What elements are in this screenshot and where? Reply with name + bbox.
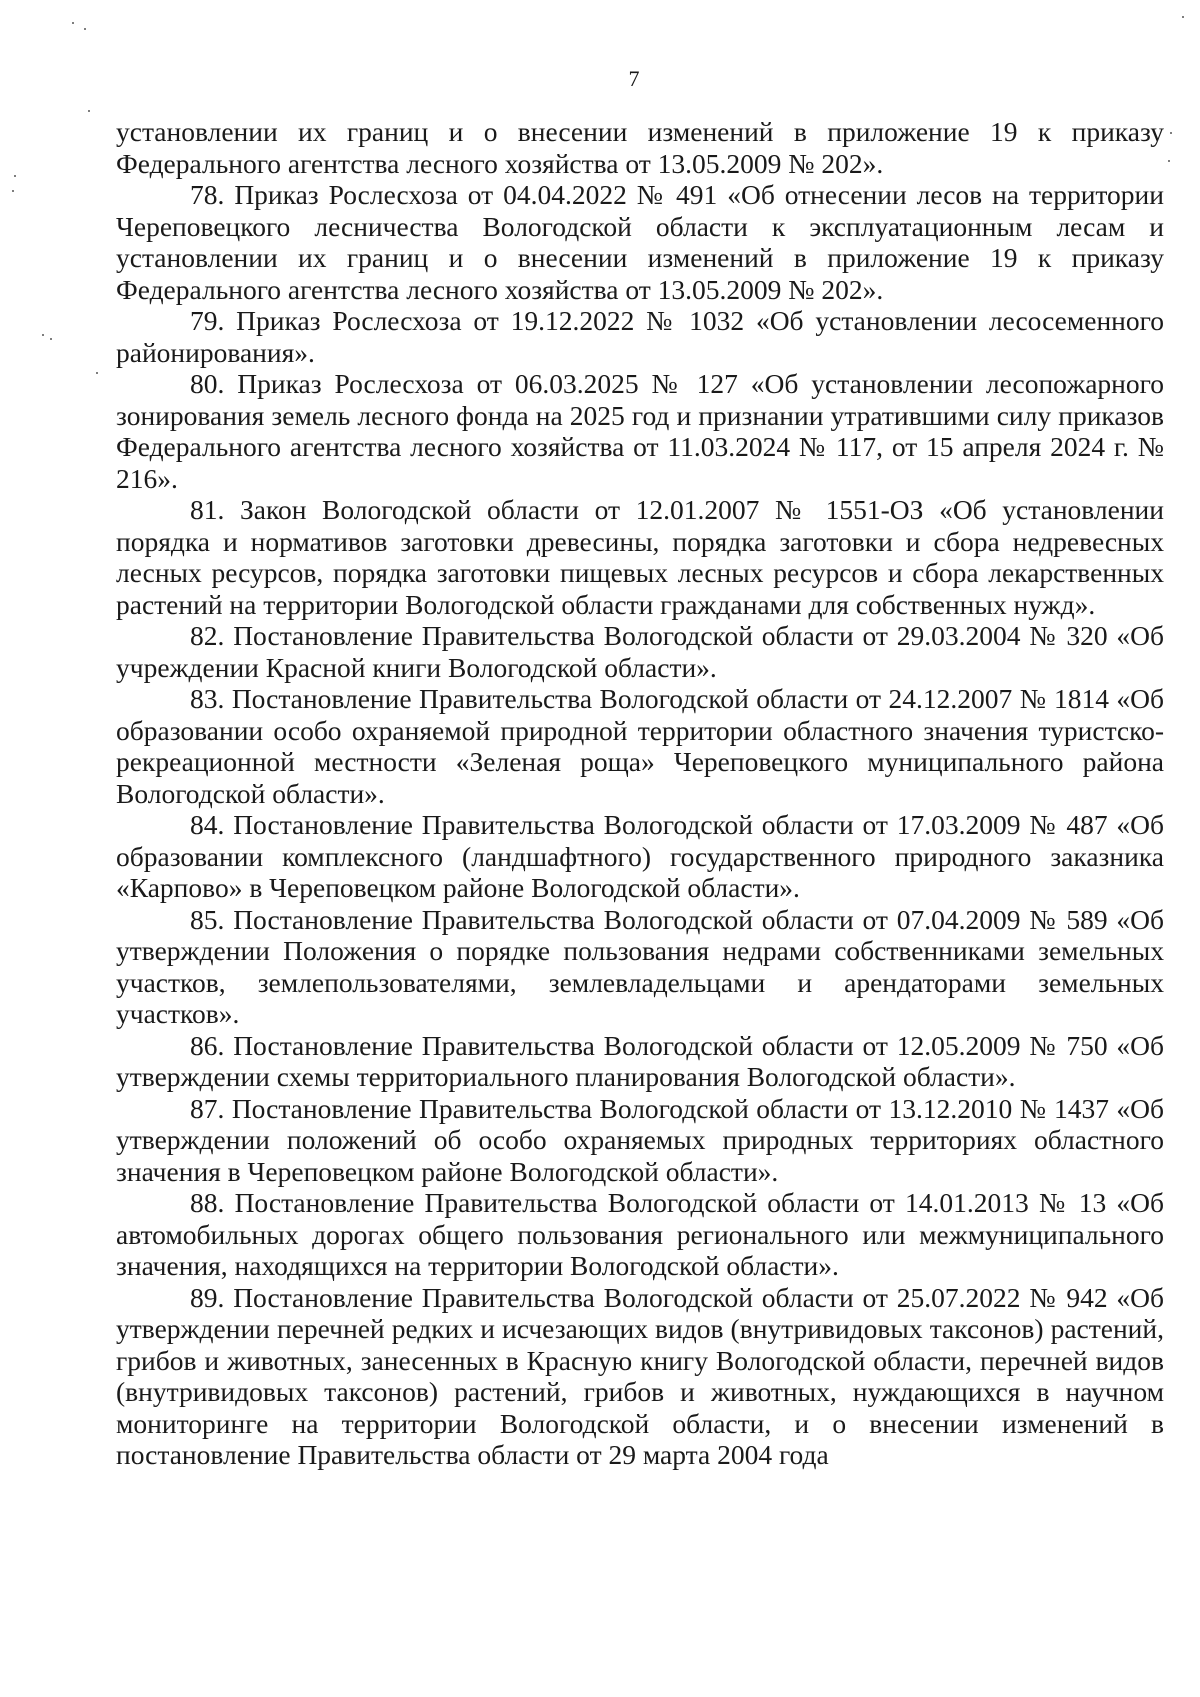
list-item-86: 86. Постановление Правительства Вологодской области от 12.05.2009 № 750 «Об утверждении схемы территориального планирования Вологодской области». xyxy=(116,1029,1164,1092)
list-item-82: 82. Постановление Правительства Вологодской области от 29.03.2004 № 320 «Об учреждении Красной книги Вологодской области». xyxy=(116,620,1164,683)
list-item-80: 80. Приказ Рослесхоза от 06.03.2025 № 127 «Об установлении лесопожарного зонирования земель лесного фонда на 2025 год и признании утратившими силу приказов Федерального агентства лесного хозяйства от 11.03.2024 № 117, от 15 апреля 2024 г. № 216». xyxy=(116,368,1164,494)
scan-speck xyxy=(84,28,86,30)
list-item-78: 78. Приказ Рослесхоза от 04.04.2022 № 491 «Об отнесении лесов на территории Череповецкого лесничества Вологодской области к эксплуатационным лесам и установлении их границ и о внесении изменений в приложение 19 к приказу Федерального агентства лесного хозяйства от 13.05.2009 № 202». xyxy=(116,179,1164,305)
scan-speck xyxy=(1168,160,1170,162)
list-item-84: 84. Постановление Правительства Вологодской области от 17.03.2009 № 487 «Об образовании комплексного (ландшафтного) государственного природного заказника «Карпово» в Череповецком районе Вологодской области». xyxy=(116,809,1164,903)
page-number: 7 xyxy=(628,66,640,91)
scan-speck xyxy=(88,110,90,112)
list-item-81: 81. Закон Вологодской области от 12.01.2007 № 1551-ОЗ «Об установлении порядка и нормативов заготовки древесины, порядка заготовки и сбора недревесных лесных ресурсов, порядка заготовки пищевых лесных ресурсов и сбора лекарственных растений на территории Вологодской области гражданами для собственных нужд». xyxy=(116,494,1164,620)
paragraph-continuation: установлении их границ и о внесении изменений в приложение 19 к приказу Федерального агентства лесного хозяйства от 13.05.2009 № 202». xyxy=(116,116,1164,179)
list-item-88: 88. Постановление Правительства Вологодской области от 14.01.2013 № 13 «Об автомобильных дорогах общего пользования регионального или межмуниципального значения, находящихся на территории Вологодской области». xyxy=(116,1187,1164,1281)
list-item-83: 83. Постановление Правительства Вологодской области от 24.12.2007 № 1814 «Об образовании особо охраняемой природной территории областного значения туристско-рекреационной местности «Зеленая роща» Череповецкого муниципального района Вологодской области». xyxy=(116,683,1164,809)
scan-speck xyxy=(50,338,52,340)
scan-speck xyxy=(72,22,74,24)
list-item-89: 89. Постановление Правительства Вологодской области от 25.07.2022 № 942 «Об утверждении перечней редких и исчезающих видов (внутривидовых таксонов) растений, грибов и животных, занесенных в Красную книгу Вологодской области, перечней видов (внутривидовых таксонов) растений, грибов и животных, нуждающихся в научном мониторинге на территории Вологодской области, и о внесении изменений в постановление Правительства области от 29 марта 2004 года xyxy=(116,1281,1164,1470)
scan-speck xyxy=(1170,132,1172,134)
scan-speck xyxy=(42,334,44,336)
document-body xyxy=(116,116,1164,1471)
list-item-87: 87. Постановление Правительства Вологодской области от 13.12.2010 № 1437 «Об утверждении положений об особо охраняемых природных территориях областного значения в Череповецком районе Вологодской области». xyxy=(116,1092,1164,1187)
list-item-85: 85. Постановление Правительства Вологодской области от 07.04.2009 № 589 «Об утверждении Положения о порядке пользования недрами собственниками земельных участков, землепользователями, землевладельцами и арендаторами земельных участков». xyxy=(116,903,1164,1029)
scan-speck xyxy=(14,175,16,177)
list-item-79: 79. Приказ Рослесхоза от 19.12.2022 № 1032 «Об установлении лесосеменного районирования». xyxy=(116,305,1164,368)
scan-speck xyxy=(12,190,14,192)
scan-speck xyxy=(1182,16,1184,18)
scan-speck xyxy=(96,372,98,374)
